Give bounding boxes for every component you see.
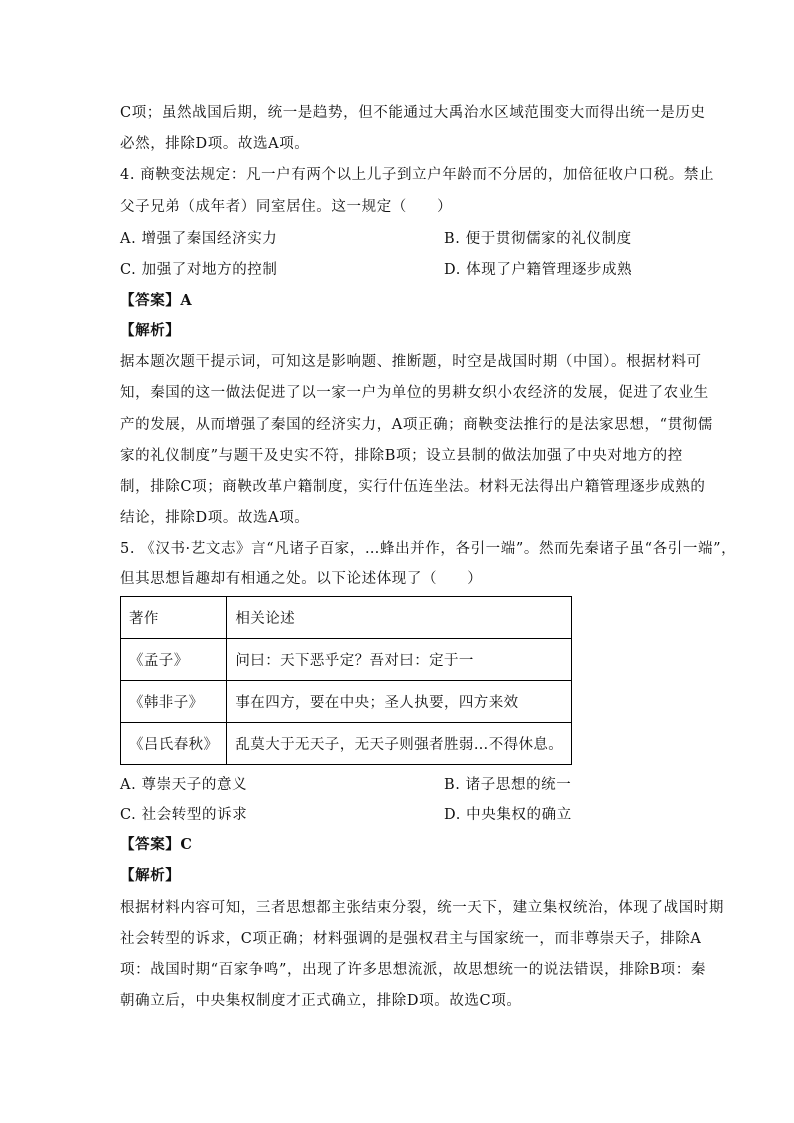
table-cell-work: 《韩非子》 bbox=[121, 681, 227, 723]
table-cell-statement: 事在四方，要在中央；圣人执要，四方来效 bbox=[227, 681, 572, 723]
q4-stem-line-2: 父子兄弟（成年者）同室居住。这一规定（ ） bbox=[120, 199, 453, 215]
table-cell-work: 《孟子》 bbox=[121, 639, 227, 681]
q5-analysis-line-1: 根据材料内容可知，三者思想都主张结束分裂，统一天下，建立集权统治，体现了战国时期 bbox=[120, 900, 724, 916]
q5-stem-line-2: 但其思想旨趣却有相通之处。以下论述体现了（ ） bbox=[120, 571, 483, 587]
q4-analysis-line-6: 结论，排除D项。故选A项。 bbox=[120, 510, 310, 526]
table-header-work: 著作 bbox=[121, 597, 227, 639]
q5-analysis-line-3: 项：战国时期“百家争鸣”，出现了许多思想流派，故思想统一的说法错误，排除B项：秦 bbox=[120, 962, 706, 978]
q4-option-d: D. 体现了户籍管理逐步成熟 bbox=[444, 262, 633, 278]
table-cell-statement: 乱莫大于无天子，无天子则强者胜弱…不得休息。 bbox=[227, 723, 572, 765]
q5-analysis-line-2: 社会转型的诉求，C项正确；材料强调的是强权君主与国家统一，而非尊崇天子，排除A bbox=[120, 931, 702, 947]
table-header-statement: 相关论述 bbox=[227, 597, 572, 639]
q5-analysis-line-4: 朝确立后，中央集权制度才正式确立，排除D项。故选C项。 bbox=[120, 993, 522, 1009]
table-cell-work: 《吕氏春秋》 bbox=[121, 723, 227, 765]
q4-analysis-line-2: 知，秦国的这一做法促进了以一家一户为单位的男耕女织小农经济的发展，促进了农业生 bbox=[120, 385, 709, 401]
table-row bbox=[121, 681, 572, 723]
q4-analysis-line-1: 据本题次题干提示词，可知这是影响题、推断题，时空是战国时期（中国）。根据材料可 bbox=[120, 354, 702, 370]
q4-option-b: B. 便于贯彻儒家的礼仪制度 bbox=[444, 231, 632, 247]
intro-line-2: 必然，排除D项。故选A项。 bbox=[120, 136, 310, 152]
q5-analysis-label: 【解析】 bbox=[120, 867, 181, 884]
q4-analysis-label: 【解析】 bbox=[120, 322, 181, 339]
table-cell-statement: 问曰：天下恶乎定？吾对曰：定于一 bbox=[227, 639, 572, 681]
table-row bbox=[121, 723, 572, 765]
table-header-row bbox=[121, 597, 572, 639]
q4-analysis-line-4: 家的礼仪制度”与题干及史实不符，排除B项；设立县制的做法加强了中央对地方的控 bbox=[120, 448, 683, 464]
q4-answer: 【答案】A bbox=[120, 292, 193, 309]
q4-option-c: C. 加强了对地方的控制 bbox=[120, 262, 278, 278]
intro-line-1: C项；虽然战国后期，统一是趋势，但不能通过大禹治水区域范围变大而得出统一是历史 bbox=[120, 105, 706, 121]
q4-analysis-line-5: 制，排除C项；商鞅改革户籍制度，实行什伍连坐法。材料无法得出户籍管理逐步成熟的 bbox=[120, 479, 706, 495]
q4-analysis-line-3: 产的发展，从而增强了秦国的经济实力，A项正确；商鞅变法推行的是法家思想，“贯彻儒 bbox=[120, 417, 713, 433]
q5-option-d: D. 中央集权的确立 bbox=[444, 807, 572, 823]
q4-option-a: A. 增强了秦国经济实力 bbox=[120, 231, 278, 247]
q5-answer: 【答案】C bbox=[120, 836, 193, 853]
q5-option-b: B. 诸子思想的统一 bbox=[444, 777, 572, 793]
q5-stem-line-1: 5. 《汉书·艺文志》言“凡诸子百家，…蜂出并作，各引一端”。然而先秦诸子虽“各引一端”， bbox=[120, 541, 737, 557]
q4-stem-line-1: 4. 商鞅变法规定：凡一户有两个以上儿子到立户年龄而不分居的，加倍征收户口税。禁止 bbox=[120, 167, 715, 183]
table-row bbox=[121, 639, 572, 681]
q5-source-table bbox=[120, 596, 572, 765]
q5-option-a: A. 尊崇天子的意义 bbox=[120, 777, 248, 793]
q5-option-c: C. 社会转型的诉求 bbox=[120, 807, 248, 823]
